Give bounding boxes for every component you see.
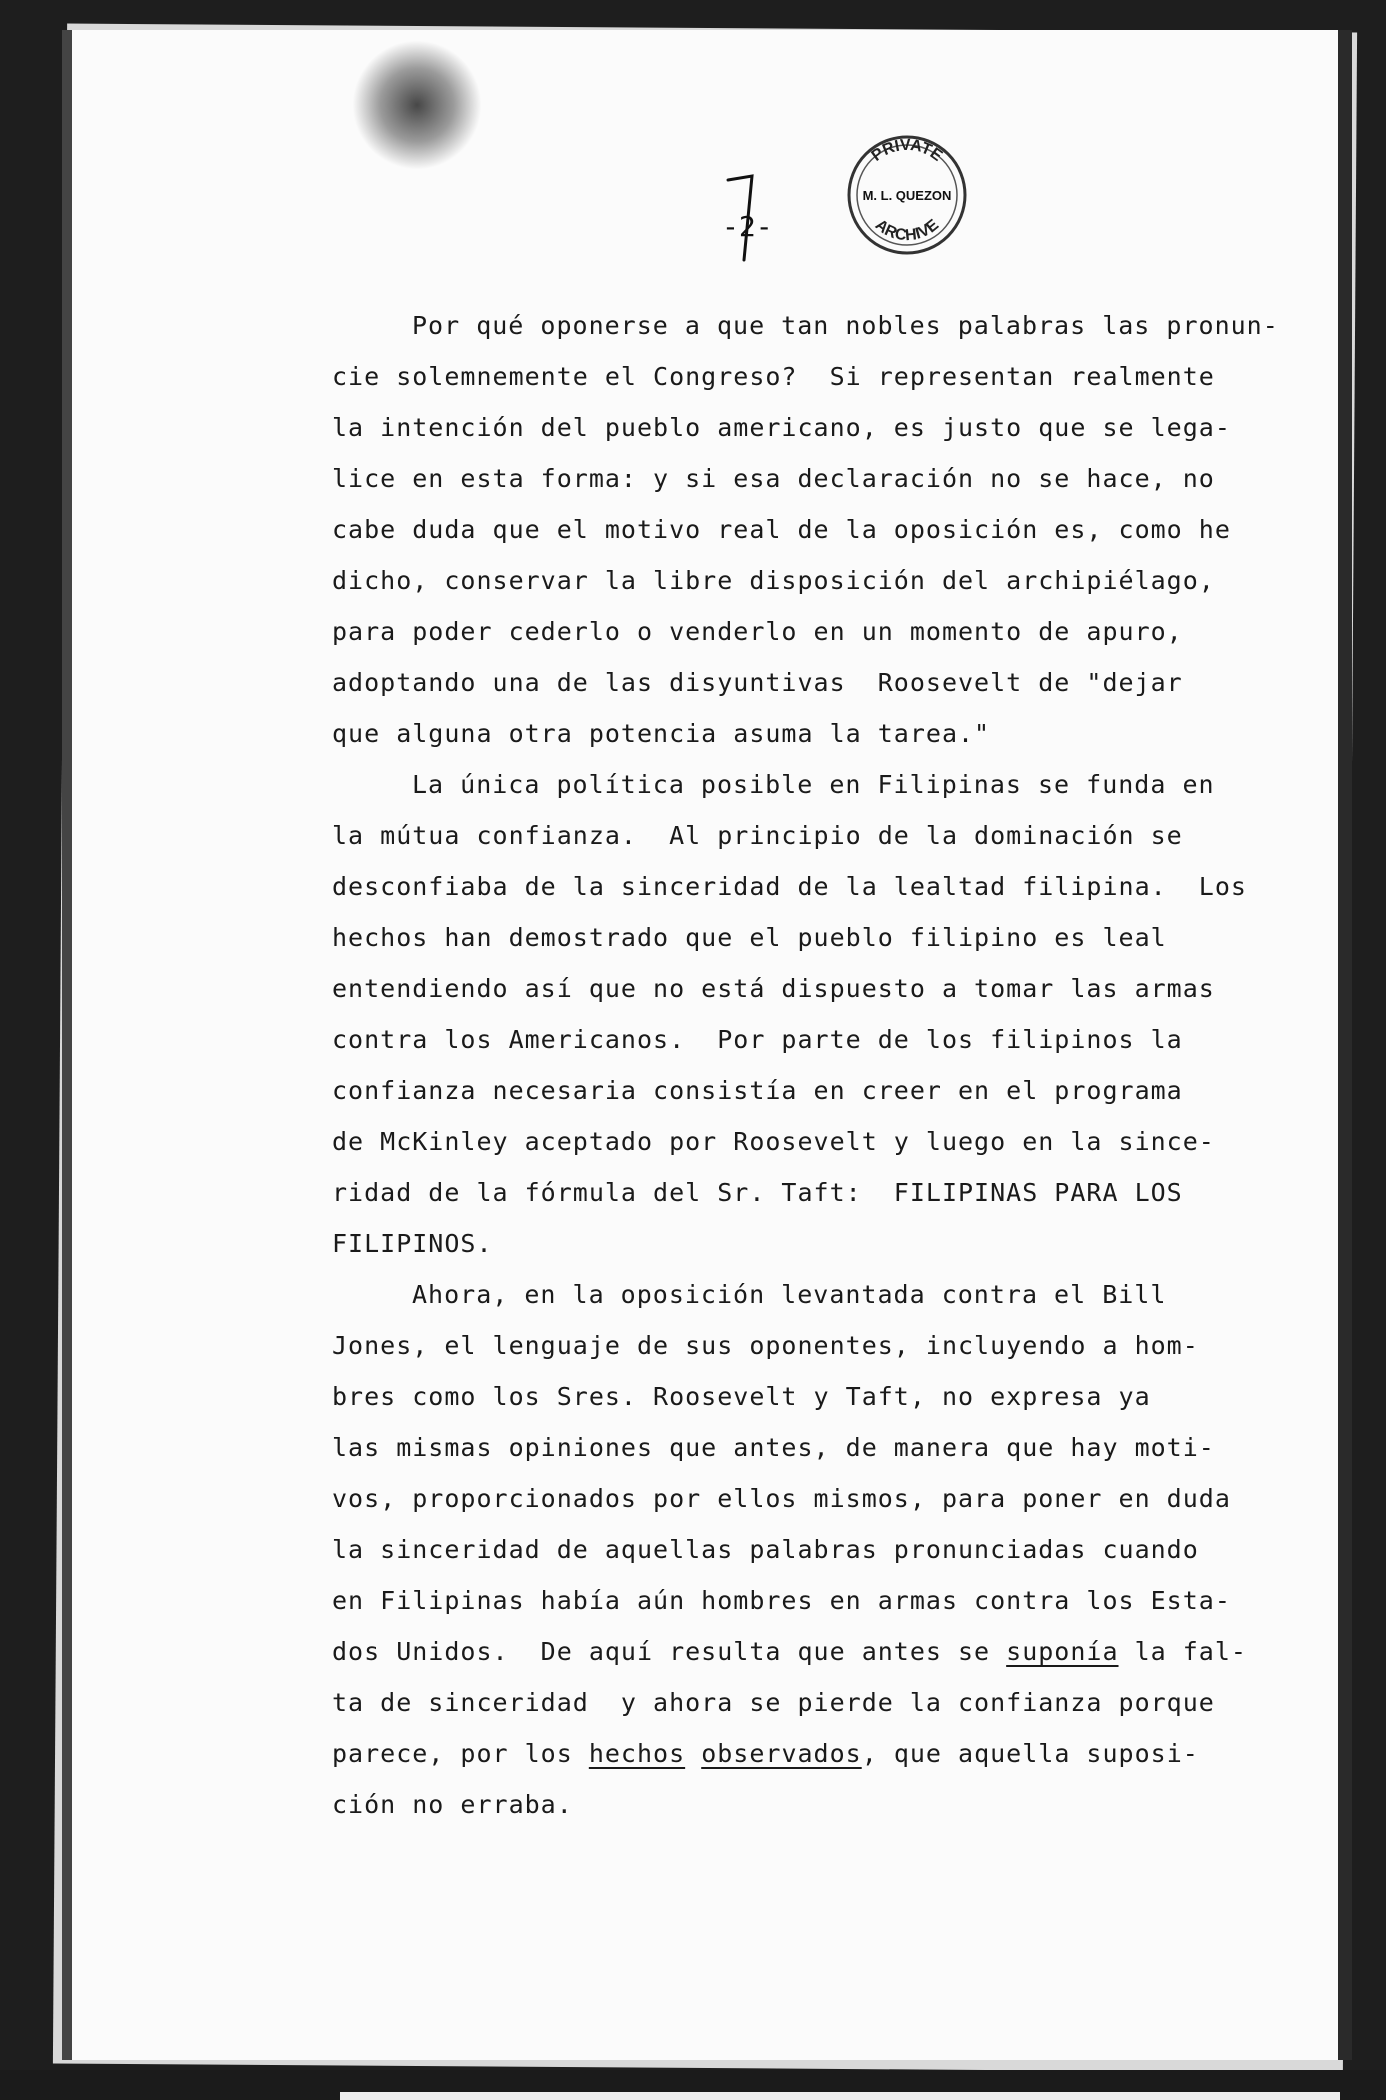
- svg-text:PRIVATE: PRIVATE: [868, 136, 946, 165]
- text-line: adoptando una de las disyuntivas Roosevelt de "dejar: [332, 668, 1183, 697]
- text-line: entendiendo así que no está dispuesto a tomar las armas: [332, 974, 1215, 1003]
- text-line: confianza necesaria consistía en creer en el programa: [332, 1076, 1183, 1105]
- text-line: la sinceridad de aquellas palabras pronunciadas cuando: [332, 1535, 1199, 1564]
- text-line: de McKinley aceptado por Roosevelt y luego en la since-: [332, 1127, 1215, 1156]
- underlined-word: hechos: [588, 1739, 686, 1768]
- ink-smudge: [352, 40, 482, 170]
- paragraph-2: [332, 759, 1292, 1269]
- typed-body-text: [332, 300, 1292, 1830]
- text-line: la mútua confianza. Al principio de la dominación se: [332, 821, 1183, 850]
- text-line: que alguna otra potencia asuma la tarea.": [332, 719, 991, 748]
- underlined-word: suponía: [1006, 1637, 1119, 1666]
- page-edge-shadow: [1338, 30, 1352, 2060]
- text-line: vos, proporcionados por ellos mismos, para poner en duda: [332, 1484, 1231, 1513]
- text-line: Ahora, en la oposición levantada contra el Bill: [412, 1280, 1167, 1309]
- text-line: desconfiaba de la sinceridad de la lealtad filipina. Los: [332, 872, 1247, 901]
- text-line: la intención del pueblo americano, es justo que se lega-: [332, 413, 1231, 442]
- text-line: lice en esta forma: y si esa declaración no se hace, no: [332, 464, 1215, 493]
- paragraph-1: [332, 300, 1292, 759]
- text-line: cie solemnemente el Congreso? Si representan realmente: [332, 362, 1215, 391]
- paragraph-3: [332, 1269, 1292, 1830]
- underlined-word: observados: [701, 1739, 862, 1768]
- text-line: dicho, conservar la libre disposición del archipiélago,: [332, 566, 1215, 595]
- text-line: en Filipinas había aún hombres en armas contra los Esta-: [332, 1586, 1231, 1615]
- text-line-with-underline: dos Unidos. De aquí resulta que antes se suponía la fal-: [332, 1637, 1247, 1666]
- private-archive-stamp: [842, 130, 972, 260]
- text-line: las mismas opiniones que antes, de manera que hay moti-: [332, 1433, 1215, 1462]
- svg-text:ARCHIVE: ARCHIVE: [871, 216, 943, 245]
- document-page: [62, 30, 1352, 2060]
- text-line: Por qué oponerse a que tan nobles palabras las pronun-: [412, 311, 1279, 340]
- text-line: para poder cederlo o venderlo en un momento de apuro,: [332, 617, 1183, 646]
- text-line: ridad de la fórmula del Sr. Taft: FILIPINAS PARA LOS: [332, 1178, 1183, 1207]
- svg-text:M. L. QUEZON: M. L. QUEZON: [862, 188, 952, 203]
- text-line: contra los Americanos. Por parte de los filipinos la: [332, 1025, 1183, 1054]
- text-line: bres como los Sres. Roosevelt y Taft, no expresa ya: [332, 1382, 1151, 1411]
- text-line: hechos han demostrado que el pueblo filipino es leal: [332, 923, 1167, 952]
- text-line: ción no erraba.: [332, 1790, 573, 1819]
- text-line: cabe duda que el motivo real de la oposición es, como he: [332, 515, 1231, 544]
- scan-edge-highlight: [340, 2092, 1340, 2100]
- text-line: ta de sinceridad y ahora se pierde la confianza porque: [332, 1688, 1215, 1717]
- text-line-with-underline: parece, por los hechos observados, que aquella suposi-: [332, 1739, 1199, 1768]
- page-number: -2-: [722, 210, 773, 243]
- text-line: La única política posible en Filipinas se funda en: [412, 770, 1215, 799]
- text-line: Jones, el lenguaje de sus oponentes, incluyendo a hom-: [332, 1331, 1199, 1360]
- text-line: FILIPINOS.: [332, 1229, 493, 1258]
